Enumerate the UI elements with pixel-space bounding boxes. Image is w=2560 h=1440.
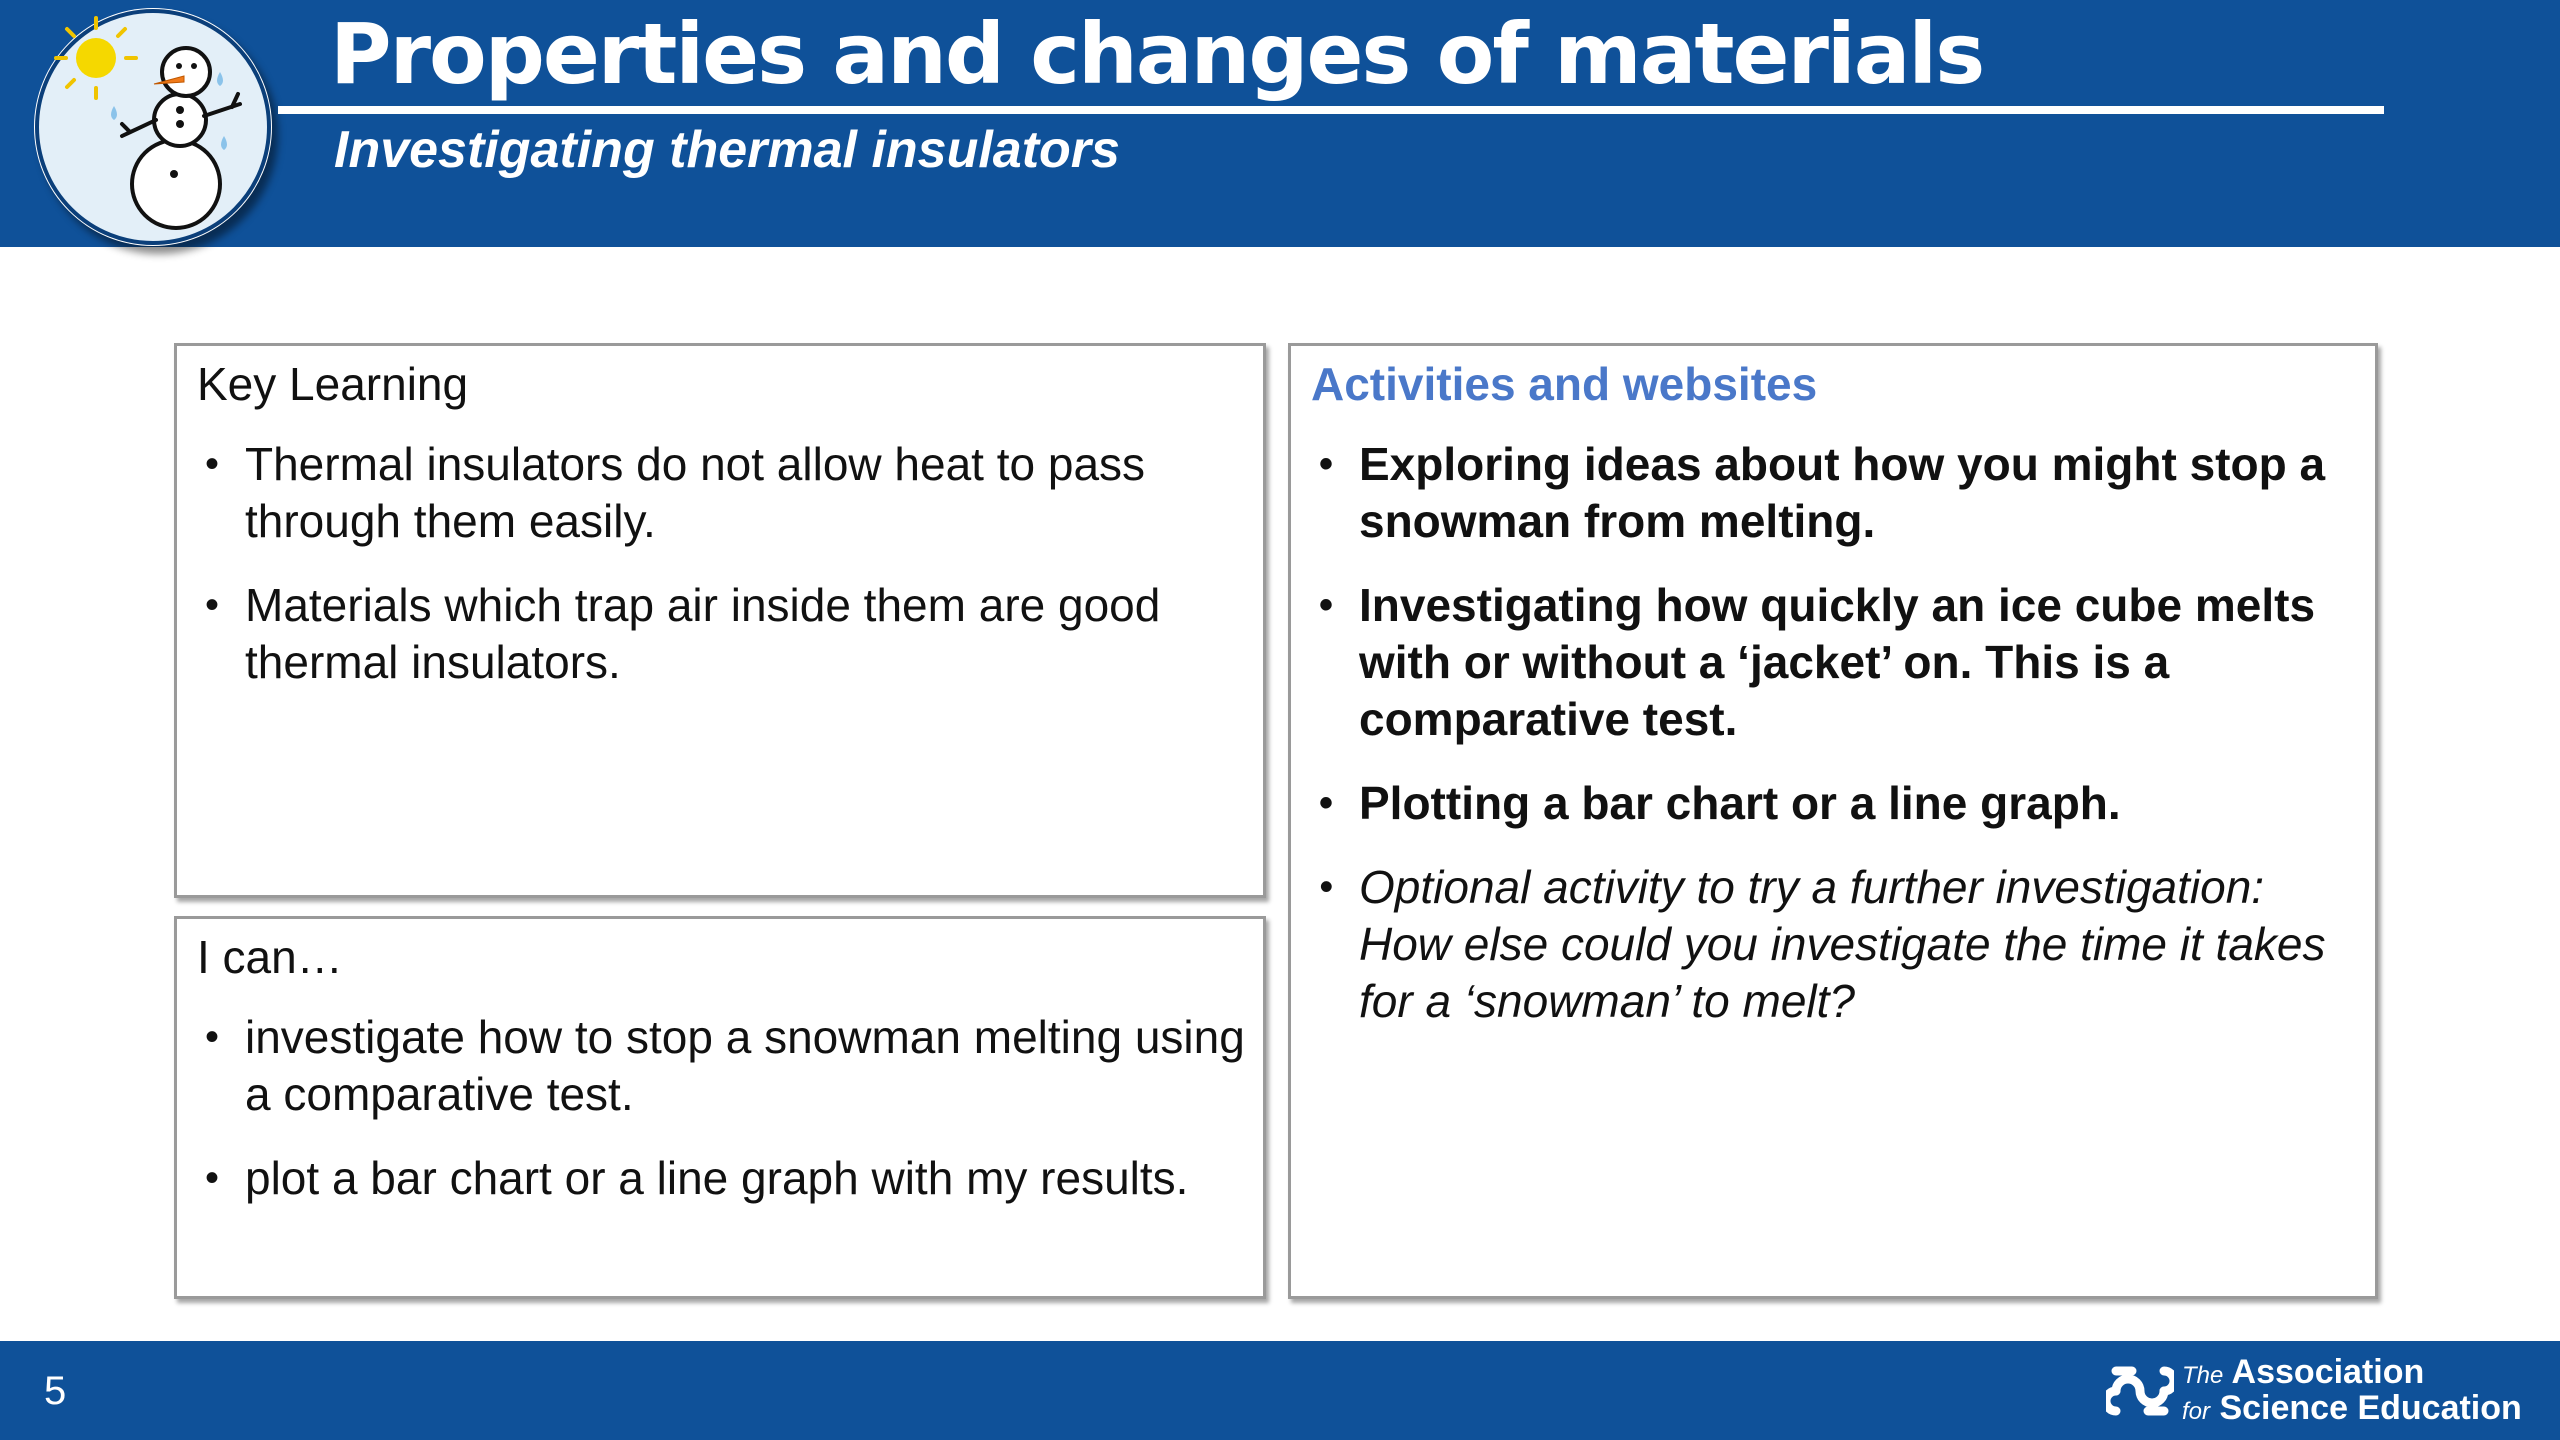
activities-list <box>1311 436 2357 1057</box>
bullet-dot-icon: • <box>204 1015 219 1059</box>
list-item <box>1311 775 2357 832</box>
list-item-text: Plotting a bar chart or a line graph. <box>1359 777 2121 829</box>
bullet-dot-icon: • <box>204 442 219 486</box>
activities-heading: Activities and websites <box>1311 358 1818 410</box>
key-learning-heading: Key Learning <box>197 358 469 410</box>
ase-name-line-2 <box>2182 1389 2522 1431</box>
snowman-sun-icon <box>34 8 272 246</box>
page-number: 5 <box>44 1369 67 1413</box>
list-item <box>197 577 1245 691</box>
bullet-dot-icon: • <box>1318 442 1333 486</box>
list-item-text: Investigating how quickly an ice cube melts with or without a ‘jacket’ on. This is a comparative test. <box>1359 579 2316 745</box>
bullet-dot-icon: • <box>1318 865 1333 909</box>
list-item-text: investigate how to stop a snowman melting using a comparative test. <box>245 1011 1245 1120</box>
list-item-optional <box>1311 859 2357 1030</box>
ase-line1-prefix: The <box>2182 1362 2224 1389</box>
list-item <box>197 1009 1245 1123</box>
ase-line2-prefix: for <box>2182 1398 2211 1425</box>
title-divider <box>278 106 2384 114</box>
header-band <box>0 0 2560 247</box>
list-item-text: plot a bar chart or a line graph with my results. <box>245 1152 1189 1204</box>
list-item <box>1311 436 2357 550</box>
footer-band <box>0 1341 2560 1440</box>
i-can-heading: I can… <box>197 931 343 983</box>
list-item <box>1311 577 2357 748</box>
key-learning-panel <box>174 343 1266 898</box>
ase-line2-main: Science Education <box>2219 1389 2522 1427</box>
list-item-text: Exploring ideas about how you might stop a snowman from melting. <box>1359 438 2326 547</box>
snowman-logo <box>34 8 272 246</box>
bullet-dot-icon: • <box>204 1156 219 1200</box>
key-learning-list <box>197 436 1245 718</box>
bullet-dot-icon: • <box>204 583 219 627</box>
page-title: Properties and changes of materials <box>330 5 1984 103</box>
list-item <box>197 1150 1245 1207</box>
page-subtitle: Investigating thermal insulators <box>334 121 1120 179</box>
i-can-list <box>197 1009 1245 1234</box>
list-item-text: Materials which trap air inside them are good thermal insulators. <box>245 579 1161 688</box>
i-can-panel <box>174 916 1266 1299</box>
activities-panel <box>1288 343 2378 1299</box>
ase-logo <box>2106 1353 2546 1429</box>
list-item <box>197 436 1245 550</box>
ase-mark-icon <box>2106 1357 2174 1425</box>
list-item-text: Thermal insulators do not allow heat to pass through them easily. <box>245 438 1146 547</box>
bullet-dot-icon: • <box>1318 781 1333 825</box>
ase-line1-main: Association <box>2231 1353 2425 1391</box>
list-item-text: Optional activity to try a further investigation: How else could you investigate the time it takes for a ‘snowman’ to melt? <box>1359 861 2326 1027</box>
bullet-dot-icon: • <box>1318 583 1333 627</box>
